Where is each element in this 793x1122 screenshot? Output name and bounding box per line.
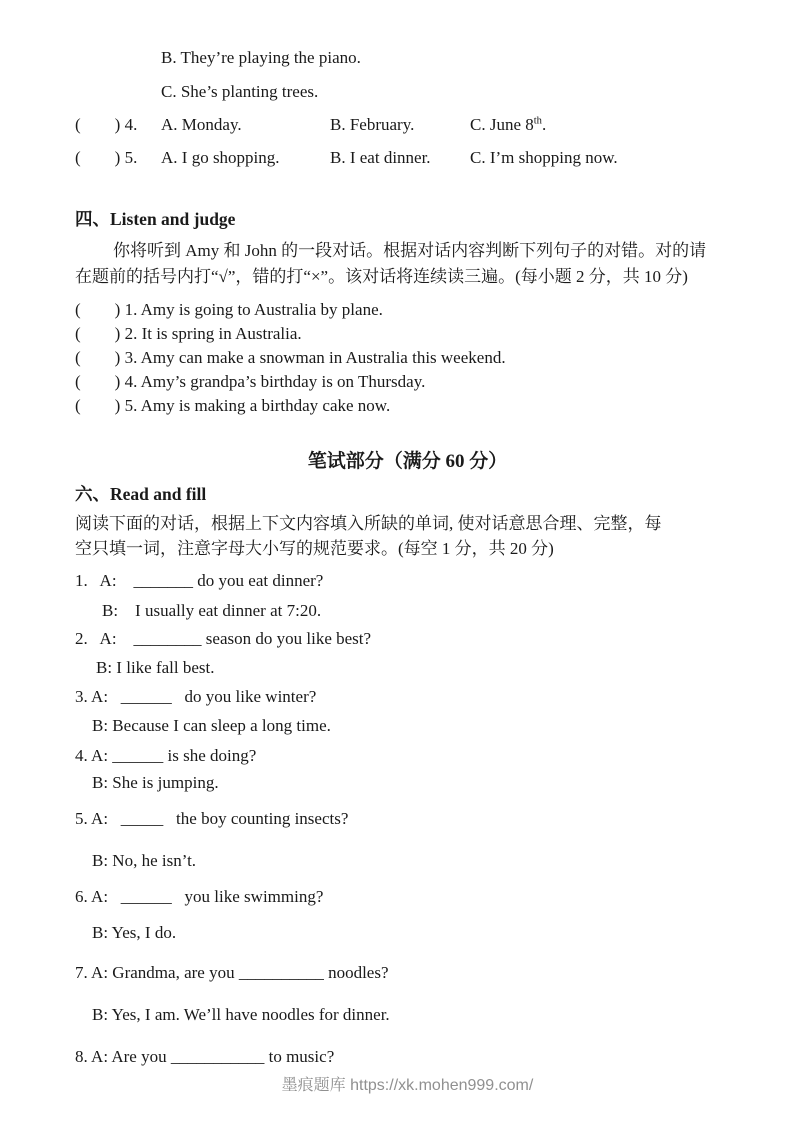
qa-1-answer: B: I usually eat dinner at 7:20. xyxy=(102,601,322,620)
choice-a: A. I go shopping. xyxy=(161,148,280,167)
option-line-c: C. She’s planting trees. xyxy=(161,82,319,101)
option-line-b: B. They’re playing the piano. xyxy=(161,48,361,67)
judge-item-2: ( ) 2. It is spring in Australia. xyxy=(75,324,302,343)
listen-choose-row-4 xyxy=(75,115,740,135)
choice-a: A. Monday. xyxy=(161,115,242,134)
choice-c xyxy=(470,115,740,135)
judge-item-1: ( ) 1. Amy is going to Australia by plane. xyxy=(75,300,383,319)
qa-1-question: 1. A: _______ do you eat dinner? xyxy=(75,571,324,590)
qa-2-question: 2. A: ________ season do you like best? xyxy=(75,629,372,648)
superscript-th: th xyxy=(533,115,542,127)
qa-7-answer: B: Yes, I am. We’ll have noodles for dinner. xyxy=(92,1005,390,1024)
qa-4-answer: B: She is jumping. xyxy=(92,773,219,792)
listen-judge-items xyxy=(75,298,740,418)
section-title-read-fill: 六、Read and fill xyxy=(75,484,207,504)
section-title-listen-judge: 四、Listen and judge xyxy=(75,209,236,229)
qa-3-question: 3. A: ______ do you like winter? xyxy=(75,687,317,706)
qa-6-answer: B: Yes, I do. xyxy=(92,923,177,942)
choice-b: B. I eat dinner. xyxy=(330,148,431,167)
qa-5-answer: B: No, he isn’t. xyxy=(92,851,197,870)
judge-item-3: ( ) 3. Amy can make a snowman in Australia this weekend. xyxy=(75,348,506,367)
qa-2-answer: B: I like fall best. xyxy=(96,658,215,677)
judge-item-5: ( ) 5. Amy is making a birthday cake now. xyxy=(75,396,391,415)
judge-item-4: ( ) 4. Amy’s grandpa’s birthday is on Thursday. xyxy=(75,372,426,391)
question-number-bracket: ( ) 4. xyxy=(75,115,138,134)
qa-5-question: 5. A: _____ the boy counting insects? xyxy=(75,809,349,828)
qa-6-question: 6. A: ______ you like swimming? xyxy=(75,887,324,906)
written-part-title: 笔试部分（满分 60 分） xyxy=(307,451,508,472)
instruction-line-1: 你将听到 Amy 和 John 的一段对话。根据对话内容判断下列句子的对错。对的请 xyxy=(113,241,707,260)
choice-c: C. I’m shopping now. xyxy=(470,148,618,167)
instruction-line-1: 阅读下面的对话，根据上下文内容填入所缺的单词, 使对话意思合理、完整，每 xyxy=(75,514,662,533)
watermark-footer: 墨痕题库 https://xk.mohen999.com/ xyxy=(281,1077,534,1094)
read-fill-items xyxy=(75,571,740,1067)
question-number-bracket: ( ) 5. xyxy=(75,148,138,167)
instruction-line-2: 在题前的括号内打“√”，错的打“×”。该对话将连续读三遍。(每小题 2 分，共 10 分) xyxy=(75,267,688,286)
read-fill-instructions xyxy=(75,511,740,561)
qa-3-answer: B: Because I can sleep a long time. xyxy=(92,716,331,735)
instruction-line-2: 空只填一词，注意字母大小写的规范要求。(每空 1 分，共 20 分) xyxy=(75,539,554,558)
qa-7-question: 7. A: Grandma, are you __________ noodles? xyxy=(75,963,389,982)
qa-4-question: 4. A: ______ is she doing? xyxy=(75,746,257,765)
choice-b: B. February. xyxy=(330,115,415,134)
qa-8-question: 8. A: Are you ___________ to music? xyxy=(75,1047,335,1066)
choice-c-period: . xyxy=(541,115,547,134)
choice-c-text: C. June 8 xyxy=(470,115,534,134)
listen-judge-instructions xyxy=(75,238,740,290)
listen-choose-row-5 xyxy=(75,148,740,168)
